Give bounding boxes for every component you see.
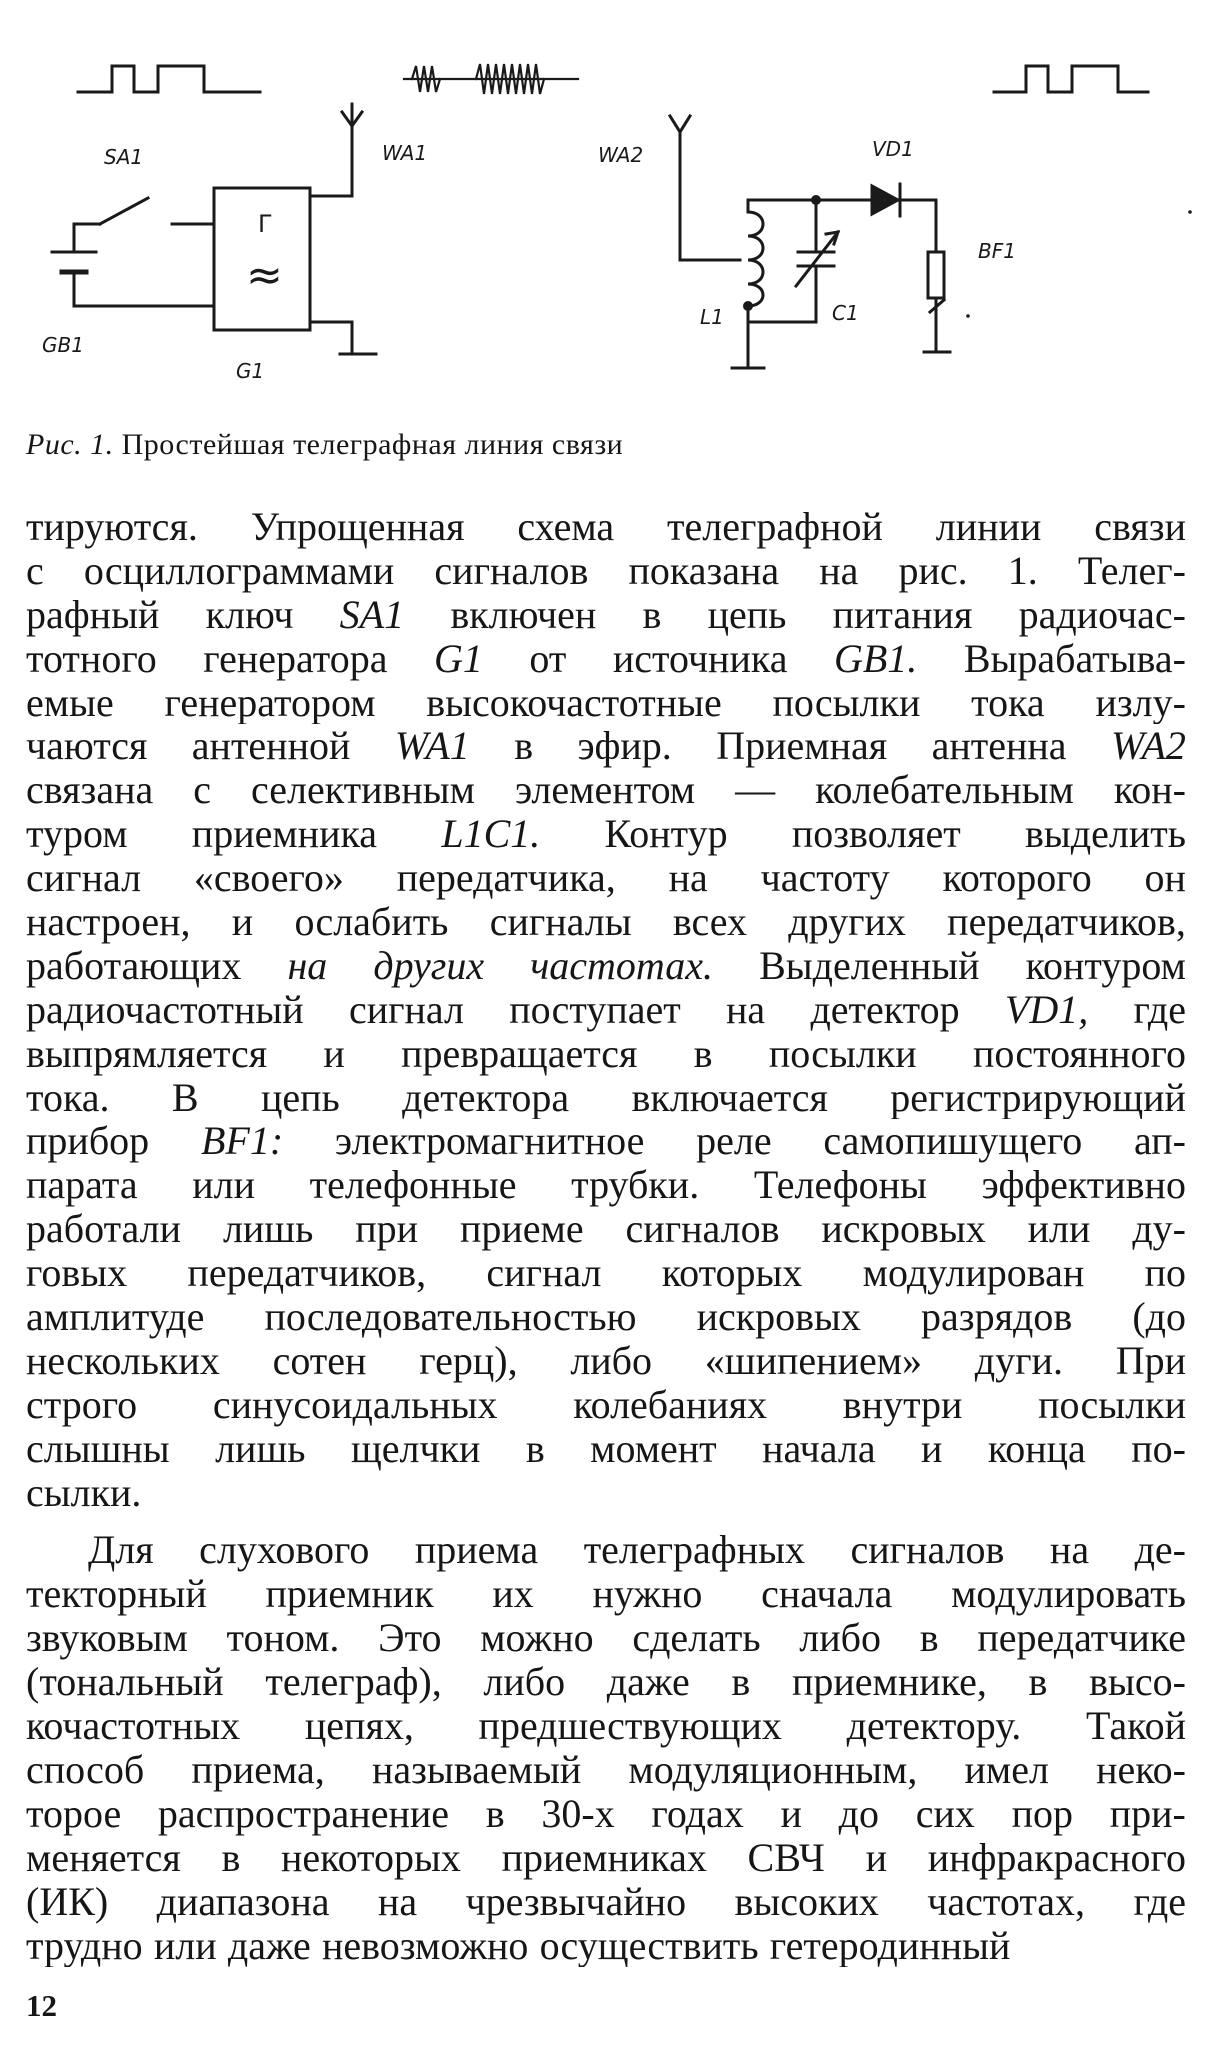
word: сих [915,1791,975,1836]
text-line [26,1295,1186,1339]
word: в [731,1660,751,1705]
label-sa1: SA1 [104,145,144,169]
text-line [26,1251,1186,1295]
word: меняется [26,1835,181,1880]
word: ослабить [294,900,449,944]
word: телеграфных [583,1528,805,1573]
word: невозможно [322,1923,529,1968]
word: на [287,943,328,988]
word: реле [696,1119,772,1164]
label-c1: C1 [832,301,859,325]
word: где [1133,1879,1186,1924]
text-line [26,549,1186,593]
word: приемника [191,812,378,857]
word: антенной [191,724,351,769]
word: амплитуде [26,1295,205,1339]
word: осуществить [539,1923,759,1968]
label-vd1: VD1 [872,137,914,161]
label-g1: G1 [236,359,265,383]
word: передатчиков, [947,900,1186,944]
word: генератором [164,680,376,725]
word: герц), [419,1338,518,1383]
word: В [171,1075,199,1120]
word: туром [26,812,128,857]
word: колебательным [815,768,1074,813]
word: антенна [931,724,1067,769]
word: цепь [707,592,787,637]
word: сигналов [625,1207,780,1252]
word: трудно [26,1923,143,1968]
word: трубки. [571,1163,700,1208]
word: передатчиков, [187,1251,427,1296]
word: сигналы [489,900,632,944]
word: тируются. [26,505,198,549]
word: тоном. [226,1616,340,1661]
text-line [26,1748,1186,1792]
word: телефонные [309,1163,517,1208]
label-generator: Г [258,210,273,238]
word: по [1144,1251,1186,1296]
label-generator-symbol: ≈ [246,250,283,301]
word: ду- [1132,1207,1186,1252]
word: осциллограммами [83,548,395,593]
key-signal-waveform [78,66,260,92]
word: при [355,1207,419,1252]
word: рафный [26,592,160,637]
word: высо- [1089,1660,1186,1705]
word: и [323,1031,345,1076]
word: детектору. [846,1704,1022,1748]
word: передатчика, [396,856,616,901]
caption-text: Простейшая телеграфная линия связи [121,428,624,461]
word: даже [606,1660,690,1705]
word: либо [570,1338,653,1383]
word: выделить [1025,812,1186,857]
word: приемник [265,1572,434,1617]
word: BF1: [200,1119,284,1164]
rf-burst-waveform [404,64,578,94]
word: с [193,768,211,813]
word: радиочас- [1018,592,1186,637]
text-line [26,1076,1186,1120]
word: Телефоны [753,1163,927,1208]
word: и [780,1791,802,1836]
word: последовательностью [264,1295,637,1339]
word: Контур [604,812,728,857]
headphone-symbol [924,252,950,352]
word: кон- [1113,768,1186,813]
word: 1. [1007,548,1038,593]
word: на [668,856,708,901]
word: искровых [696,1295,861,1339]
word: включается [631,1075,828,1120]
word: искровых [821,1207,986,1252]
text-line [26,988,1186,1032]
word: называемый [371,1747,582,1792]
word: излу- [1095,680,1186,725]
word: сигналов [434,548,589,593]
word: VD1, [1004,987,1089,1032]
word: Такой [1085,1704,1186,1748]
word: постоянного [972,1031,1186,1076]
word: до [838,1791,879,1836]
coil-symbol [732,200,816,368]
word: Выделенный [759,943,980,988]
word: Вырабатыва- [963,636,1186,681]
text-line [26,1471,1186,1515]
word: в [919,1616,939,1661]
word: линии [935,505,1042,549]
text-line [26,637,1186,681]
word: лишь [215,1426,306,1471]
word: генератора [203,636,388,681]
text-line [26,1032,1186,1076]
word: по- [1131,1426,1186,1471]
text-line [26,1427,1186,1471]
label-gb1: GB1 [42,333,84,357]
receive-antenna-symbol [670,116,740,260]
word: в [485,1791,505,1836]
word: 30-х [541,1791,615,1836]
word: внутри [842,1382,963,1427]
word: настроен, [26,900,191,944]
word: емые [26,680,114,725]
word: распространение [157,1791,450,1836]
caption-prefix: Рис. 1. [26,428,114,461]
word: в [642,592,662,637]
word: говых [26,1251,128,1296]
word: (до [1132,1295,1186,1339]
page-number: 12 [26,1988,57,2023]
text-line [26,1660,1186,1704]
word: телеграф), [265,1660,442,1705]
word: приема, [191,1747,325,1792]
word: Телег- [1077,548,1186,593]
word: конца [987,1426,1086,1471]
word: при- [1109,1791,1186,1836]
word: чрезвычайно [465,1879,687,1924]
word: селективным [251,768,475,813]
detected-signal-waveform [994,66,1148,92]
text-line [26,1616,1186,1660]
word: Приемная [716,724,888,769]
word: начала [762,1426,876,1471]
word: звуковым [26,1616,188,1661]
word: на [1049,1528,1090,1573]
text-line [26,1528,1186,1572]
word: показана [628,548,780,593]
word: телеграфной [667,505,883,549]
word: сделать [632,1616,761,1661]
word: частотах, [927,1879,1086,1924]
word: приема [414,1528,539,1573]
word: связана [26,768,154,813]
word: всех [672,900,747,944]
word: ключ [205,592,294,637]
word: слухового [199,1528,370,1573]
word: позволяет [791,812,961,857]
word: де- [1134,1528,1186,1573]
word: пор [1011,1791,1074,1836]
word: нужно [592,1572,703,1617]
label-wa2: WA2 [598,143,644,167]
word: инфракрасного [927,1835,1186,1880]
word: G1 [433,636,483,681]
word: нескольких [26,1338,220,1383]
word: посылки [768,1031,917,1076]
word: посылки [1038,1382,1186,1427]
word: и [231,900,254,944]
text-line [26,812,1186,856]
word: где [1133,987,1186,1032]
word: и [921,1426,943,1471]
word: Для [88,1528,154,1573]
word: колебаниях [573,1382,768,1427]
text-line [26,1572,1186,1616]
text-line [26,900,1186,944]
word: способ [26,1747,145,1792]
word: строго [26,1382,138,1427]
word: частотах. [530,943,714,988]
generator-block [214,126,376,354]
word: схема [517,505,615,549]
word: (тональный [26,1660,224,1705]
word: GB1. [833,636,918,681]
word: сигнал [486,1251,602,1296]
word: работающих [26,943,242,988]
word: питания [832,592,973,637]
word: дуги. [974,1338,1063,1383]
word: на [726,987,766,1032]
word: имел [964,1747,1049,1792]
word: в [221,1835,241,1880]
word: или [192,1163,256,1208]
word: детектор [810,987,960,1032]
telegraph-key-symbol [74,198,214,224]
word: передатчике [977,1616,1186,1661]
word: тока. [26,1075,110,1120]
word: которого [942,856,1092,901]
word: «своего» [193,856,344,901]
word: сотен [272,1338,367,1383]
text-line [26,1836,1186,1880]
label-bf1: BF1 [978,239,1016,263]
word: сигнал [26,856,142,901]
word: в [1028,1660,1048,1705]
figure-caption [26,428,623,462]
word: на [819,548,859,593]
word: выпрямляется [26,1031,268,1076]
text-line [26,1880,1186,1924]
word: эфир. [577,724,672,769]
word: других [373,943,485,988]
word: неко- [1096,1747,1186,1792]
word: сылки. [26,1470,142,1515]
word: слышны [26,1426,170,1471]
word: либо [483,1660,566,1705]
word: которых [661,1251,803,1296]
word: (ИК) [26,1879,109,1924]
word: элементом [514,768,696,813]
text-line [26,768,1186,812]
word: WA1 [394,724,470,769]
word: источника [612,636,788,681]
label-wa1: WA1 [382,141,428,165]
word: других [788,900,906,944]
word: приемниках [501,1835,707,1880]
word: диапазона [156,1879,330,1924]
word: или [153,1923,217,1968]
word: синусоидальных [212,1382,498,1427]
word: модулировать [951,1572,1186,1617]
word: предшествующих [478,1704,782,1748]
text-line [26,1924,1186,1968]
word: SA1 [339,592,405,637]
word: прибор [26,1119,150,1164]
label-l1: L1 [700,305,724,329]
text-line [26,944,1186,988]
word: на [377,1879,418,1924]
word: эффективно [981,1163,1186,1208]
word: парата [26,1163,138,1208]
word: самопишущего [823,1119,1083,1164]
word: — [735,768,776,813]
word: высоких [734,1879,879,1924]
word: он [1144,856,1186,901]
word: высокочастотные [426,680,722,725]
word: годах [651,1791,744,1836]
word: и [865,1835,888,1880]
text-line [26,1792,1186,1836]
word: даже [227,1923,311,1968]
circuit-diagram [0,0,1208,440]
word: гетеродинный [769,1923,1011,1968]
word: лишь [222,1207,314,1252]
word: их [492,1572,534,1617]
word: Это [378,1616,442,1661]
word: чаются [26,724,148,769]
word: включен [450,592,597,637]
word: цепь [260,1075,340,1120]
text-line [26,505,1186,549]
word: в [525,1426,545,1471]
word: радиочастотный [26,987,304,1032]
word: сигнал [348,987,464,1032]
word: сигналов [850,1528,1005,1573]
text-line [26,1207,1186,1251]
word: в [693,1031,713,1076]
word: тока [971,680,1045,725]
word: L1C1. [441,812,541,857]
text-line [26,724,1186,768]
word: ап- [1134,1119,1186,1164]
word: в [514,724,534,769]
text-line [26,856,1186,900]
word: «шипением» [704,1338,923,1383]
word: от [529,636,567,681]
word: некоторых [281,1835,461,1880]
word: регистрирующий [890,1075,1186,1120]
word: приеме [459,1207,584,1252]
word: При [1115,1338,1186,1383]
word: модулирован [862,1251,1085,1296]
word: или [1027,1207,1091,1252]
word: Упрощенная [250,505,465,549]
word: электромагнитное [334,1119,645,1164]
word: превращается [401,1031,638,1076]
text-line [26,1704,1186,1748]
word: сначала [761,1572,893,1617]
text-line [26,1163,1186,1207]
text-line [26,1119,1186,1163]
word: WA2 [1110,724,1186,769]
word: контуром [1025,943,1186,988]
word: рис. [898,548,968,593]
word: работали [26,1207,182,1252]
word: разрядов [921,1295,1073,1339]
word: можно [480,1616,594,1661]
text-line [26,593,1186,637]
word: приемнике, [791,1660,987,1705]
text-line [26,1339,1186,1383]
word: поступает [509,987,681,1032]
word: посылки [772,680,921,725]
word: торое [26,1791,122,1836]
text-line [26,681,1186,725]
word: щелчки [350,1426,481,1471]
word: с [26,548,44,593]
word: модуляционным, [628,1747,918,1792]
word: связи [1094,505,1186,549]
word: цепях, [304,1704,414,1748]
circuit-figure [0,0,1208,440]
word: СВЧ [747,1835,825,1880]
word: кочастотных [26,1704,241,1748]
word: текторный [26,1572,207,1617]
battery-symbol [52,224,214,306]
word: момент [590,1426,717,1471]
word: тотного [26,636,157,681]
text-line [26,1383,1186,1427]
transmit-antenna-symbol [342,104,362,126]
word: частоту [760,856,890,901]
word: либо [799,1616,882,1661]
word: детектора [402,1075,570,1120]
body-text [26,505,1186,1967]
